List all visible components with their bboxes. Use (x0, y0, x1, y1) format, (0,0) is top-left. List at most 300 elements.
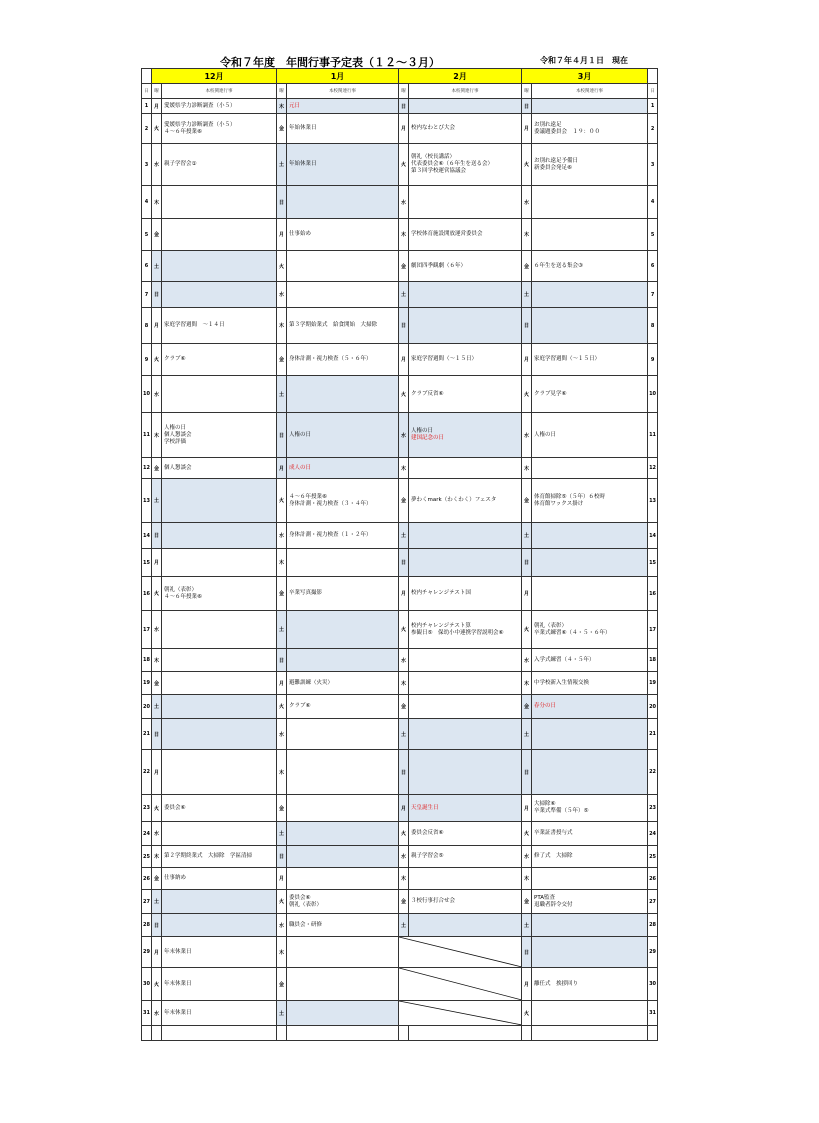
day-number: 16 (648, 577, 658, 611)
day-number: 26 (142, 868, 152, 890)
weekday-cell: 火 (277, 890, 287, 914)
day-header-left: 日 (142, 84, 152, 99)
weekday-cell: 水 (152, 611, 162, 649)
table-row (142, 344, 658, 376)
event-cell (162, 750, 277, 795)
weekday-cell: 木 (399, 219, 409, 251)
event-line: 人権の日 (411, 428, 434, 434)
weekday-cell: 日 (277, 186, 287, 219)
event-line: 人権の日 (534, 431, 557, 438)
event-line: ６年生を送る集会③ (534, 262, 583, 269)
event-line: 愛媛県学力診断調査（小５） (164, 102, 236, 109)
weekday-cell: 金 (399, 695, 409, 719)
table-row (142, 937, 658, 968)
weekday-cell: 月 (277, 458, 287, 479)
event-cell (162, 577, 277, 611)
day-number: 16 (142, 577, 152, 611)
day-number: 27 (142, 890, 152, 914)
event-cell (409, 186, 522, 219)
weekday-cell: 土 (399, 523, 409, 549)
weekday-cell: 木 (399, 672, 409, 695)
event-cell (532, 458, 648, 479)
event-line: 学校体育施設開放運営委員会 (411, 231, 483, 237)
weekday-cell: 日 (522, 750, 532, 795)
event-line: クラブ⑥ (164, 356, 186, 362)
weekday-cell: 土 (277, 822, 287, 846)
day-number: 22 (142, 750, 152, 795)
weekday-cell: 日 (277, 649, 287, 672)
weekday-cell: 金 (277, 344, 287, 376)
day-number: 9 (142, 344, 152, 376)
weekday-cell: 土 (152, 479, 162, 523)
event-line: 朝礼（表彰） (164, 586, 198, 593)
day-number: 25 (648, 846, 658, 868)
weekday-cell: 日 (522, 937, 532, 968)
weekday-cell: 金 (277, 968, 287, 1001)
event-line: 第３回学校運営協議会 (411, 168, 467, 174)
table-row (142, 695, 658, 719)
event-cell (409, 114, 522, 144)
weekday-cell: 火 (399, 144, 409, 186)
event-cell (162, 308, 277, 344)
empty-cell (522, 1026, 532, 1041)
event-cell (409, 611, 522, 649)
diagonal-slash-icon (399, 937, 522, 967)
event-cell (532, 611, 648, 649)
table-row (142, 376, 658, 413)
weekday-cell: 金 (152, 458, 162, 479)
event-line: 仕事始め (289, 231, 312, 237)
weekday-cell: 土 (399, 914, 409, 937)
event-cell (162, 99, 277, 114)
event-line: 退職者辞令交付 (534, 901, 573, 908)
weekday-cell: 水 (399, 846, 409, 868)
event-cell (532, 99, 648, 114)
event-line: クラブ⑥ (289, 703, 311, 709)
event-cell (287, 719, 399, 750)
day-number: 27 (648, 890, 658, 914)
day-number: 1 (142, 99, 152, 114)
event-line: 春分の日 (534, 703, 557, 709)
day-number: 11 (648, 413, 658, 458)
weekday-cell: 水 (152, 1001, 162, 1026)
event-line: 朝礼（校長講話） (411, 154, 456, 160)
weekday-cell: 水 (277, 282, 287, 308)
event-line: 個人懇談会 (164, 464, 192, 471)
event-cell (287, 750, 399, 795)
weekday-cell: 日 (277, 846, 287, 868)
weekday-cell: 土 (277, 376, 287, 413)
event-cell (162, 1001, 277, 1026)
event-line: 家庭学習週間（～１５日） (411, 356, 478, 362)
day-number: 31 (142, 1001, 152, 1026)
event-cell (162, 376, 277, 413)
event-line: 家庭学習週間 ～１４日 (164, 322, 225, 328)
not-applicable-cell (399, 968, 522, 1001)
event-cell (409, 251, 522, 282)
weekday-cell: 水 (522, 649, 532, 672)
event-line: 身体計測・視力検査（５・６年） (289, 356, 372, 362)
weekday-header: 曜 (152, 84, 162, 99)
day-number: 12 (142, 458, 152, 479)
event-cell (287, 968, 399, 1001)
event-line: 卒業証書授与式 (534, 830, 573, 836)
day-number: 22 (648, 750, 658, 795)
event-cell (162, 479, 277, 523)
table-row (142, 968, 658, 1001)
weekday-cell: 水 (399, 413, 409, 458)
event-cell (162, 219, 277, 251)
weekday-cell: 水 (522, 846, 532, 868)
day-number: 31 (648, 1001, 658, 1026)
event-cell (162, 968, 277, 1001)
event-line: 天皇誕生日 (411, 804, 439, 811)
event-cell (532, 695, 648, 719)
event-cell (409, 144, 522, 186)
weekday-cell: 月 (152, 549, 162, 577)
table-row (142, 750, 658, 795)
weekday-cell: 金 (399, 479, 409, 523)
event-line: 職員会・研修 (289, 921, 323, 928)
weekday-cell: 月 (277, 868, 287, 890)
event-line: PTA監査 (534, 894, 556, 901)
weekday-cell: 水 (277, 719, 287, 750)
month-header-row (142, 69, 658, 84)
table-row (142, 611, 658, 649)
event-line: 朝礼（表彰） (289, 901, 323, 908)
event-line: 朝礼（表彰） (534, 622, 568, 629)
weekday-cell: 月 (277, 672, 287, 695)
table-row (142, 99, 658, 114)
event-line: 委議題委員会 １９：００ (534, 128, 601, 135)
weekday-header: 曜 (277, 84, 287, 99)
weekday-header: 曜 (399, 84, 409, 99)
event-cell (287, 822, 399, 846)
weekday-cell: 水 (152, 822, 162, 846)
event-line: 大掃除⑥ (534, 801, 556, 807)
weekday-cell: 月 (152, 750, 162, 795)
table-row (142, 458, 658, 479)
page-title: 令和７年度 年間行事予定表（１２～３月） (220, 56, 440, 69)
event-line: 離任式 挨拶回り (534, 980, 579, 987)
column-header-row (142, 84, 658, 99)
event-line: 年始休業日 (289, 161, 317, 167)
events-header: 本校関連行事 (532, 84, 648, 99)
event-cell (287, 458, 399, 479)
weekday-cell: 火 (522, 611, 532, 649)
weekday-cell: 土 (152, 890, 162, 914)
event-cell (409, 795, 522, 822)
weekday-cell: 水 (277, 914, 287, 937)
weekday-cell: 月 (152, 99, 162, 114)
day-number: 12 (648, 458, 658, 479)
event-cell (532, 968, 648, 1001)
event-cell (532, 479, 648, 523)
event-cell (287, 868, 399, 890)
day-number: 4 (648, 186, 658, 219)
event-cell (532, 795, 648, 822)
event-line: 体育館ワックス掛け (534, 500, 584, 507)
weekday-cell: 土 (277, 1001, 287, 1026)
day-number: 25 (142, 846, 152, 868)
weekday-cell: 火 (522, 822, 532, 846)
not-applicable-cell (399, 937, 522, 968)
event-cell (532, 914, 648, 937)
event-cell (409, 219, 522, 251)
event-line: お別れ遠足 (534, 121, 562, 128)
event-cell (162, 523, 277, 549)
month-header-mar: 3月 (522, 69, 648, 84)
event-line: 学校評価 (164, 438, 187, 445)
event-line: 委員会反省⑥ (411, 830, 444, 836)
event-cell (287, 144, 399, 186)
event-line: 建国記念の日 (411, 435, 445, 441)
event-cell (287, 413, 399, 458)
weekday-cell: 土 (522, 719, 532, 750)
event-cell (287, 577, 399, 611)
day-number: 21 (648, 719, 658, 750)
weekday-cell: 土 (522, 914, 532, 937)
event-cell (532, 649, 648, 672)
empty-cell (532, 1026, 648, 1041)
weekday-cell: 金 (522, 695, 532, 719)
event-line: 元日 (289, 102, 301, 109)
weekday-cell: 金 (152, 868, 162, 890)
event-cell (409, 719, 522, 750)
weekday-cell: 水 (522, 413, 532, 458)
table-row (142, 251, 658, 282)
event-cell (162, 114, 277, 144)
weekday-cell: 土 (277, 611, 287, 649)
table-row (142, 672, 658, 695)
event-cell (532, 282, 648, 308)
diagonal-slash-icon (399, 1001, 522, 1025)
table-row (142, 114, 658, 144)
day-number: 18 (648, 649, 658, 672)
event-cell (532, 868, 648, 890)
event-cell (162, 649, 277, 672)
weekday-cell: 月 (522, 968, 532, 1001)
weekday-cell: 土 (522, 523, 532, 549)
day-number: 3 (142, 144, 152, 186)
day-number: 30 (142, 968, 152, 1001)
event-cell (409, 868, 522, 890)
event-cell (409, 846, 522, 868)
event-cell (287, 846, 399, 868)
day-number: 19 (648, 672, 658, 695)
weekday-cell: 火 (152, 968, 162, 1001)
weekday-cell: 土 (399, 282, 409, 308)
day-number: 24 (142, 822, 152, 846)
day-number: 14 (648, 523, 658, 549)
event-line: 年末休業日 (164, 1009, 192, 1016)
empty-cell (152, 1026, 162, 1041)
day-number: 19 (142, 672, 152, 695)
weekday-cell: 月 (152, 308, 162, 344)
weekday-cell: 日 (399, 99, 409, 114)
event-cell (287, 611, 399, 649)
table-row (142, 523, 658, 549)
day-number: 5 (142, 219, 152, 251)
table-row (142, 914, 658, 937)
event-cell (409, 549, 522, 577)
day-number: 20 (648, 695, 658, 719)
weekday-cell: 日 (399, 308, 409, 344)
day-number: 8 (648, 308, 658, 344)
event-line: 体育館掃除⑤（５年）６校時 (534, 493, 605, 500)
event-cell (162, 611, 277, 649)
day-number: 23 (648, 795, 658, 822)
table-row (142, 413, 658, 458)
event-line: 身体計測・視力検査（３・４年） (289, 500, 372, 507)
table-row (142, 846, 658, 868)
weekday-cell: 土 (522, 282, 532, 308)
weekday-cell: 日 (152, 719, 162, 750)
weekday-cell: 木 (277, 937, 287, 968)
event-cell (532, 523, 648, 549)
weekday-cell: 日 (399, 549, 409, 577)
event-line: 校内チャレンジテスト算 (411, 622, 471, 629)
weekday-cell: 火 (399, 611, 409, 649)
day-number: 2 (648, 114, 658, 144)
day-number: 10 (142, 376, 152, 413)
day-number: 11 (142, 413, 152, 458)
not-applicable-cell (399, 1001, 522, 1026)
table-row (142, 1001, 658, 1026)
weekday-cell: 木 (277, 99, 287, 114)
event-cell (287, 251, 399, 282)
weekday-cell: 金 (399, 251, 409, 282)
weekday-cell: 木 (277, 308, 287, 344)
weekday-cell: 金 (152, 672, 162, 695)
event-line: 第３学期始業式 給食開始 大掃除 (289, 322, 378, 328)
empty-cell (648, 1026, 658, 1041)
day-number: 24 (648, 822, 658, 846)
event-cell (287, 523, 399, 549)
day-number: 8 (142, 308, 152, 344)
event-cell (409, 99, 522, 114)
event-cell (409, 672, 522, 695)
month-header-feb: 2月 (399, 69, 522, 84)
weekday-cell: 火 (522, 376, 532, 413)
event-cell (162, 413, 277, 458)
event-cell (532, 186, 648, 219)
weekday-cell: 火 (152, 795, 162, 822)
event-cell (532, 144, 648, 186)
day-number: 28 (648, 914, 658, 937)
event-cell (532, 577, 648, 611)
weekday-cell: 水 (399, 649, 409, 672)
event-line: 代表委員会⑥（６年生を送る会） (411, 161, 493, 167)
event-line: 校内チャレンジテスト国 (411, 590, 471, 596)
event-line: 委員会⑥ (164, 804, 186, 811)
weekday-cell: 金 (277, 114, 287, 144)
weekday-cell: 火 (399, 822, 409, 846)
day-number: 18 (142, 649, 152, 672)
event-cell (162, 144, 277, 186)
event-line: 愛媛県学力診断調査（小５） (164, 121, 236, 128)
weekday-cell: 木 (152, 413, 162, 458)
event-cell (162, 251, 277, 282)
event-cell (287, 649, 399, 672)
event-line: ４～６年授業⑥ (164, 593, 202, 600)
event-cell (162, 846, 277, 868)
event-line: 卒業式練習⑥（４・５・６年） (534, 629, 611, 636)
event-cell (409, 822, 522, 846)
event-cell (287, 795, 399, 822)
table-row (142, 890, 658, 914)
event-line: 夢わくmark（わくわく）フェスタ (411, 497, 497, 503)
weekday-cell: 月 (277, 219, 287, 251)
weekday-cell: 日 (399, 750, 409, 795)
event-cell (409, 750, 522, 795)
day-number: 3 (648, 144, 658, 186)
weekday-cell: 金 (399, 890, 409, 914)
event-cell (532, 114, 648, 144)
event-cell (409, 649, 522, 672)
event-cell (532, 937, 648, 968)
event-line: 劇団四季観劇（６年） (411, 262, 467, 269)
event-line: 参観日⑤ 保幼小中連携学習説明会⑥ (411, 629, 504, 636)
day-number: 13 (648, 479, 658, 523)
event-cell (287, 937, 399, 968)
weekday-cell: 日 (522, 549, 532, 577)
weekday-cell: 木 (152, 649, 162, 672)
weekday-cell: 木 (277, 750, 287, 795)
weekday-cell: 日 (522, 308, 532, 344)
event-cell (409, 344, 522, 376)
event-line: 仕事納め (164, 875, 187, 881)
day-number: 6 (142, 251, 152, 282)
day-number: 28 (142, 914, 152, 937)
day-number: 14 (142, 523, 152, 549)
weekday-cell: 水 (399, 186, 409, 219)
event-cell (162, 914, 277, 937)
event-line: ４～６年授業⑥ (164, 128, 202, 135)
event-line: 入学式練習（４・５年） (534, 656, 595, 663)
event-cell (532, 719, 648, 750)
day-number: 15 (648, 549, 658, 577)
weekday-cell: 金 (277, 795, 287, 822)
event-cell (532, 750, 648, 795)
event-line: 年始休業日 (289, 125, 317, 131)
event-line: 個人懇談会 (164, 431, 192, 438)
weekday-cell: 土 (399, 719, 409, 750)
event-cell (532, 1001, 648, 1026)
weekday-cell: 火 (399, 376, 409, 413)
event-cell (409, 413, 522, 458)
table-row (142, 479, 658, 523)
event-cell (409, 695, 522, 719)
weekday-cell: 金 (522, 890, 532, 914)
weekday-cell: 火 (522, 144, 532, 186)
event-line: クラブ反省⑥ (411, 390, 444, 397)
event-cell (287, 282, 399, 308)
empty-cell (287, 1026, 399, 1041)
weekday-cell: 水 (152, 376, 162, 413)
event-line: 校内なわとび大会 (411, 125, 456, 131)
weekday-cell: 日 (152, 282, 162, 308)
event-line: 委員会⑥ (289, 894, 311, 901)
table-row (142, 649, 658, 672)
event-cell (409, 890, 522, 914)
weekday-cell: 木 (399, 458, 409, 479)
event-cell (162, 186, 277, 219)
weekday-cell: 木 (522, 672, 532, 695)
table-row (142, 308, 658, 344)
event-cell (532, 413, 648, 458)
table-row (142, 577, 658, 611)
